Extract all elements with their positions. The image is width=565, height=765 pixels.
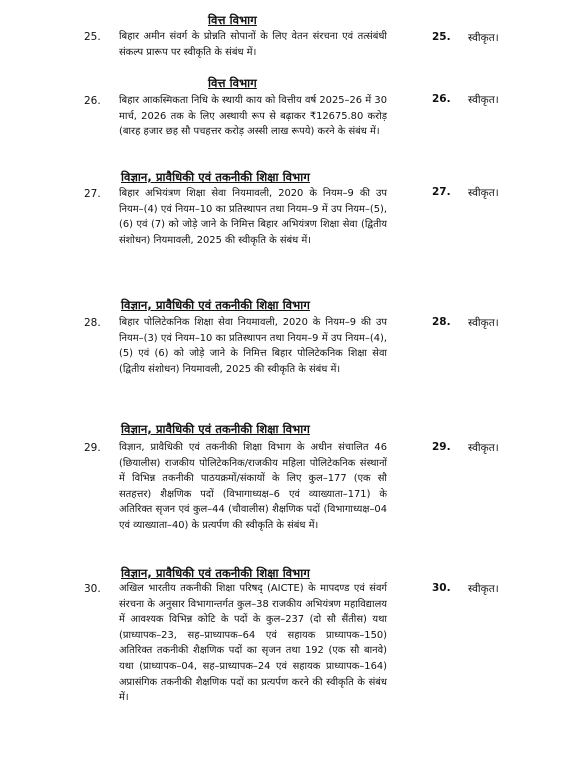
department-heading: विज्ञान, प्रावैधिकी एवं तकनीकी शिक्षा विभाग [121, 298, 310, 312]
item-number: 29. [84, 442, 101, 454]
department-heading: वित्त विभाग [208, 13, 257, 27]
item-text: बिहार अभियंत्रण शिक्षा सेवा नियमावली, 2020 के नियम–9 की उप नियम–(4) एवं नियम–10 का प्रतिस्थापन तथा नियम–9 में उप नियम–(5), (6) एवं (7) को जोड़े जाने के निमित्त बिहार अभियंत्रण शिक्षा सेवा (द्वितीय संशोधन) नियमावली, 2025 की स्वीकृति के संबंध में। [119, 188, 387, 246]
reference-number: 28. [432, 316, 451, 328]
item-number: 30. [84, 583, 101, 595]
department-heading: विज्ञान, प्रावैधिकी एवं तकनीकी शिक्षा विभाग [121, 566, 310, 580]
department-heading: विज्ञान, प्रावैधिकी एवं तकनीकी शिक्षा विभाग [121, 170, 310, 184]
approval-status: स्वीकृत। [468, 442, 499, 454]
item-text: विज्ञान, प्रावैधिकी एवं तकनीकी शिक्षा विभाग के अधीन संचालित 46 (छियालीस) राजकीय पोलिटेकनिक/राजकीय महिला पोलिटेकनिक संस्थानों में विभिन्न तकनीकी पाठयक्रमों/संकायों के लिए कुल–177 (एक सौ सतहत्तर) शैक्षणिक पदों (विभागाध्यक्ष–6 एवं व्याख्याता–171) के अतिरिक्त सृजन एवं कुल–44 (चौवालीस) शैक्षणिक पदों (विभागाध्यक्ष–04 एवं व्याख्याता–40) के प्रत्यर्पण की स्वीकृति के संबंध में। [119, 442, 387, 531]
item-number: 26. [84, 95, 101, 107]
item-number: 25. [84, 31, 101, 43]
item-text: बिहार पोलिटेकनिक शिक्षा सेवा नियमावली, 2020 के नियम–9 की उप नियम–(3) एवं नियम–10 का प्रतिस्थापन तथा नियम–9 में उप नियम–(4), (5) एवं (6) को जोड़े जाने के निमित्त बिहार पोलिटेकनिक शिक्षा सेवा (द्वितीय संशोधन) नियमावली, 2025 की स्वीकृति के संबंध में। [119, 317, 387, 375]
reference-number: 27. [432, 186, 451, 198]
item-number: 27. [84, 188, 101, 200]
approval-status: स्वीकृत। [468, 187, 499, 199]
reference-number: 29. [432, 441, 451, 453]
department-heading: वित्त विभाग [208, 76, 257, 90]
item-text: बिहार अमीन संवर्ग के प्रोन्नति सोपानों के लिए वेतन संरचना एवं तत्संबंधी संकल्प प्रारूप पर स्वीकृति के संबंध में। [119, 31, 387, 58]
approval-status: स्वीकृत। [468, 94, 499, 106]
approval-status: स्वीकृत। [468, 32, 499, 44]
item-number: 28. [84, 317, 101, 329]
reference-number: 30. [432, 582, 451, 594]
reference-number: 26. [432, 93, 451, 105]
approval-status: स्वीकृत। [468, 583, 499, 595]
department-heading: विज्ञान, प्रावैधिकी एवं तकनीकी शिक्षा विभाग [121, 422, 310, 436]
reference-number: 25. [432, 31, 451, 43]
item-text: अखिल भारतीय तकनीकी शिक्षा परिषद् (AICTE) के मापदण्ड एवं संवर्ग संरचना के अनुसार विभागान्तर्गत कुल–38 राजकीय अभियंत्रण महाविद्यालय में आवश्यक विभिन्न कोटि के पदों के कुल–237 (दो सौ सैंतीस) यथा (प्राध्यापक–23, सह–प्राध्यापक–64 एवं सहायक प्राध्यापक–150) अतिरिक्त तकनीकी शैक्षणिक पदों का सृजन तथा 192 (एक सौ बानवे) यथा (प्राध्यापक–04, सह–प्राध्यापक–24 एवं सहायक प्राध्यापक–164) अप्रासंगिक तकनीकी शैक्षणिक पदों का प्रत्यर्पण करने की स्वीकृति के संबंध में। [119, 583, 387, 704]
item-text: बिहार आकस्मिकता निधि के स्थायी काय को वित्तीय वर्ष 2025–26 में 30 मार्च, 2026 तक के लिए अस्थायी रूप से बढ़ाकर ₹12675.80 करोड़ (बारह हजार छह सौ पचहत्तर करोड़ अस्सी लाख रूपये) करने के संबंध में। [119, 95, 387, 138]
approval-status: स्वीकृत। [468, 317, 499, 329]
